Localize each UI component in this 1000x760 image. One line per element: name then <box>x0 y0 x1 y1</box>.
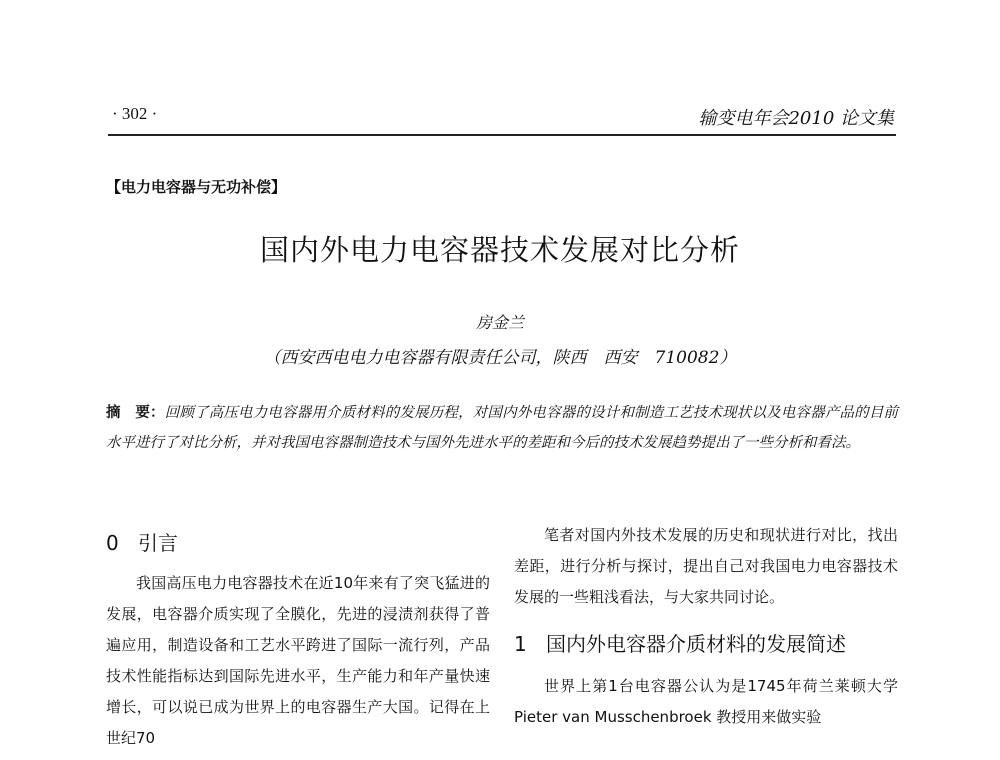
section-number: 0 <box>106 531 119 555</box>
paper-title: 国内外电力电容器技术发展对比分析 <box>259 233 740 267</box>
section-heading-materials <box>514 627 898 661</box>
right-column <box>514 520 898 733</box>
body-paragraph: 笔者对国内外技术发展的历史和现状进行对比，找出差距，进行分析与探讨，提出自己对我国电力电容器技术发展的一些粗浅看法，与大家共同讨论。 <box>514 526 898 606</box>
section-title: 国内外电容器介质材料的发展简述 <box>546 632 846 656</box>
abstract-label: 摘 要： <box>106 404 165 421</box>
abstract <box>106 398 898 458</box>
affiliation: （西安西电电力电容器有限责任公司，陕西 西安 710082） <box>263 348 737 368</box>
body-paragraph: 世界上第1台电容器公认为是1745年荷兰莱顿大学 Pieter van Musschenbroek 教授用来做实验 <box>514 677 898 726</box>
left-column <box>106 520 490 754</box>
section-number: 1 <box>514 632 527 656</box>
abstract-text: 回顾了高压电力电容器用介质材料的发展历程，对国内外电容器的设计和制造工艺技术现状以及电容器产品的目前水平进行了对比分析，并对我国电容器制造技术与国外先进水平的差距和今后的技术发展趋势提出了一些分析和看法。 <box>106 405 899 451</box>
section-heading-introduction <box>106 526 490 560</box>
section-tag: 【电力电容器与无功补偿】 <box>106 178 287 196</box>
body-paragraph: 我国高压电力电容器技术在近10年来有了突飞猛进的发展，电容器介质实现了全膜化，先进的浸渍剂获得了普遍应用，制造设备和工艺水平跨进了国际一流行列，产品技术性能指标达到国际先进水平，生产能力和年产量快速增长，可以说已成为世界上的电容器生产大国。记得在上世纪70 <box>106 574 490 747</box>
header-rule <box>108 134 896 136</box>
section-title: 引言 <box>138 531 178 555</box>
page-number: · 302 · <box>112 104 158 123</box>
author: 房金兰 <box>475 313 524 332</box>
running-title: 输变电年会2010 论文集 <box>698 108 894 129</box>
